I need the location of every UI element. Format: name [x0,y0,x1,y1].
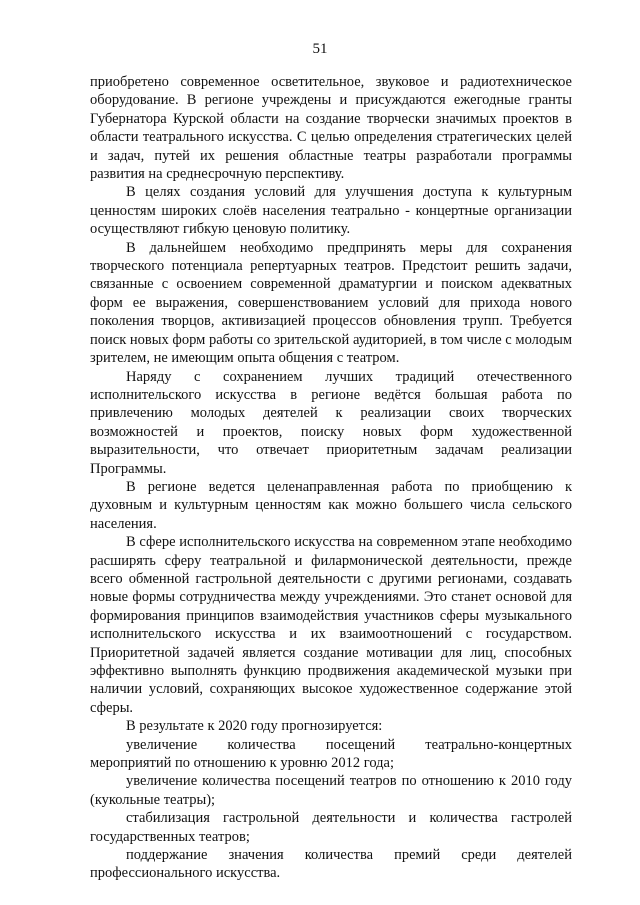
paragraph: Наряду с сохранением лучших традиций отечественного исполнительского искусства в регионе ведётся большая работа по привлечению молодых деятелей к реализации своих творческих возможностей и проектов, поиску новых форм художественной выразительности, что отвечает приоритетным задачам реализации Программы. [90,368,572,477]
forecast-item: поддержание значения количества премий среди деятелей профессионального искусства. [90,847,572,882]
forecast-item: увеличение количества посещений театров по отношению к 2010 году (кукольные театры); [90,773,572,808]
paragraph: В целях создания условий для улучшения доступа к культурным ценностям широких слоёв населения театрально - концертные организации осуществляют гибкую ценовую политику. [90,184,572,238]
paragraph: В сфере исполнительского искусства на современном этапе необходимо расширять сферу театральной и филармонической деятельности, прежде всего обменной гастрольной деятельности с другими регионами, создавать новые формы сотрудничества между учреждениями. Это станет основой для формирования принципов взаимодействия участников сферы музыкального исполнительского искусства и их взаимоотношений с государством. Приоритетной задачей является создание мотивации для лиц, способных эффективно выполнять функцию продвижения академической музыки при наличии условий, сохраняющих высокое художественное содержание этой сферы. [90,534,572,716]
document-body [90,73,572,883]
paragraph: В дальнейшем необходимо предпринять меры для сохранения творческого потенциала репертуарных театров. Предстоит решить задачи, связанные с освоением современной драматургии и поиском адекватных форм ее выражения, совершенствованием условий для прихода нового поколения творцов, активизацией процессов обновления трупп. Требуется поиск новых форм работы со зрительской аудиторией, в том числе с молодым зрителем, не имеющим опыта общения с театром. [90,239,572,367]
forecast-intro: В результате к 2020 году прогнозируется: [126,718,383,735]
page-number: 51 [312,41,328,57]
paragraph: приобретено современное осветительное, звуковое и радиотехническое оборудование. В регионе учреждены и присуждаются ежегодные гранты Губернатора Курской области на создание творчески значимых проектов в области театрального искусства. С целью определения стратегических целей и задач, путей их решения областные театры разработали программы развития на среднесрочную перспективу. [90,74,572,183]
paragraph: В регионе ведется целенаправленная работа по приобщению к духовным и культурным ценностям как можно большего числа сельского населения. [90,478,572,532]
forecast-item: увеличение количества посещений театрально-концертных мероприятий по отношению к уровню 2012 года; [90,736,572,772]
forecast-item: стабилизация гастрольной деятельности и количества гастролей государственных театров; [90,810,572,845]
